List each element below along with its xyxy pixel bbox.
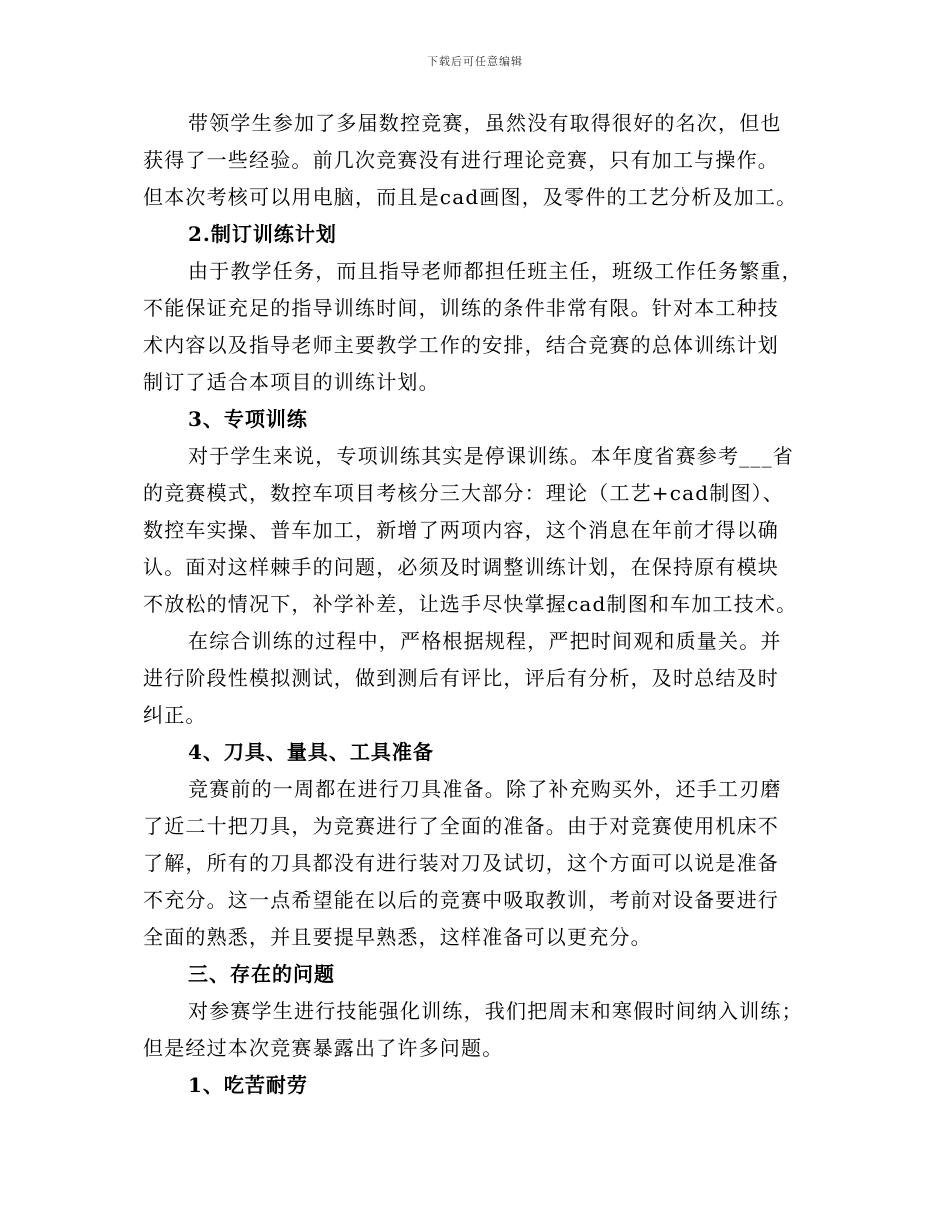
paragraph-line: 但是经过本次竞赛暴露出了许多问题。: [143, 1036, 504, 1060]
paragraph-line: 由于教学任务，而且指导老师都担任班主任，班级工作任务繁重，: [188, 259, 803, 283]
section-heading: 3、专项训练: [188, 407, 308, 431]
paragraph-line: 了近二十把刀具，为竞赛进行了全面的准备。由于对竞赛使用机床不: [143, 814, 779, 838]
section-heading: 2.制订训练计划: [188, 222, 337, 246]
paragraph-line: 纠正。: [143, 703, 207, 727]
section-heading: 三、存在的问题: [188, 962, 335, 986]
paragraph-line: 对参赛学生进行技能强化训练，我们把周末和寒假时间纳入训练；: [188, 999, 803, 1023]
paragraph-line: 不能保证充足的指导训练时间，训练的条件非常有限。针对本工种技: [143, 296, 779, 320]
paragraph-line: 全面的熟悉，并且要提早熟悉，这样准备可以更充分。: [143, 925, 652, 949]
paragraph-line: 进行阶段性模拟测试，做到测后有评比，评后有分析，及时总结及时: [143, 666, 779, 690]
paragraph-line: 获得了一些经验。前几次竞赛没有进行理论竞赛，只有加工与操作。: [143, 148, 779, 172]
paragraph-line: 的竞赛模式，数控车项目考核分三大部分：理论（工艺+cad制图）、: [143, 481, 785, 505]
paragraph-line: 在综合训练的过程中，严格根据规程，严把时间观和质量关。并: [188, 629, 782, 653]
paragraph-line: 数控车实操、普车加工，新增了两项内容，这个消息在年前才得以确: [143, 518, 779, 542]
paragraph-line: 但本次考核可以用电脑，而且是cad画图，及零件的工艺分析及加工。: [143, 185, 798, 209]
document-body: [143, 105, 811, 1104]
paragraph-line: 认。面对这样棘手的问题，必须及时调整训练计划，在保持原有模块: [143, 555, 779, 579]
section-heading: 4、刀具、量具、工具准备: [188, 740, 434, 764]
paragraph-line: 制订了适合本项目的训练计划。: [143, 370, 440, 394]
paragraph-line: 带领学生参加了多届数控竞赛，虽然没有取得很好的名次，但也: [188, 111, 782, 135]
section-heading: 1、吃苦耐劳: [188, 1073, 308, 1097]
page-header: 下载后可任意编辑: [427, 55, 523, 68]
paragraph-line: 了解，所有的刀具都没有进行装对刀及试切，这个方面可以说是准备: [143, 851, 779, 875]
paragraph-line: 术内容以及指导老师主要教学工作的安排，结合竞赛的总体训练计划: [143, 333, 779, 357]
paragraph-line: 不充分。这一点希望能在以后的竞赛中吸取教训，考前对设备要进行: [143, 888, 779, 912]
paragraph-line: 对于学生来说，专项训练其实是停课训练。本年度省赛参考___省: [188, 444, 794, 468]
paragraph-line: 不放松的情况下，补学补差，让选手尽快掌握cad制图和车加工技术。: [143, 592, 798, 616]
paragraph-line: 竞赛前的一周都在进行刀具准备。除了补充购买外，还手工刃磨: [188, 777, 782, 801]
